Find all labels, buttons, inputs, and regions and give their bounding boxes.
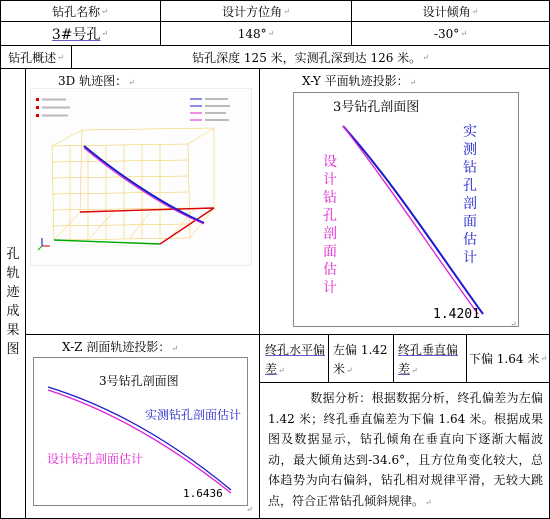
xy-value-label: 1.4201 xyxy=(433,307,480,322)
xz-value-label: 1.6436 xyxy=(183,487,223,500)
xz-chart-title: 3号钻孔剖面图 xyxy=(99,374,179,388)
vertical-deviation-label: 终孔垂直偏差↵ xyxy=(398,343,459,376)
drill-name-value: 3#号孔 ↵ xyxy=(51,26,109,43)
overview-label: 钻孔概述 ↵ xyxy=(8,50,64,65)
azimuth-value: 148° ↵ xyxy=(237,26,275,41)
horizontal-deviation-value: 左偏 1.42 米↵ xyxy=(333,343,388,376)
xz-design-label: 设计钻孔剖面估计 xyxy=(47,452,144,466)
report-page: 钻孔名称 ↵ 设计方位角 ↵ 设计倾角 ↵ 3#号孔 ↵ 148° ↵ -30° ↵ 钻孔概述 ↵ 钻孔深度 125 米，实测孔深到达 126 米。 ↵ 孔轨迹成果图 3D 轨迹图：↵ X-Y 平面轨迹投影：↵ 3号钻孔剖面图 实测钻孔剖面估计 设计钻孔剖面估计 1.4201 ↵ X-Z 剖面轨迹投影：↵ 3号钻孔剖面图 实测钻孔剖面估计 设计钻孔剖面估计 1.6436 ↵ 终孔水平偏差↵ 左偏 1.42 米↵ 终孔垂直偏差↵ 下偏 1.64 米 ↵ 数据分析：根据数据分析，终孔偏差为左偏 1.42 米；终孔垂直偏差为下偏 1.64 米。根据成果图及数据显示，钻孔倾角在垂直向下逐渐大幅波动，最大倾角达到-34.6°，且方位角变化较大，总体趋势为向右偏斜，钻孔相对规律平滑，无较大跳点，符合正常钻孔倾斜规律。↵ xyxy=(0,0,550,519)
horizontal-deviation-label: 终孔水平偏差↵ xyxy=(265,343,326,376)
analysis-text: 数据分析：根据数据分析，终孔偏差为左偏 1.42 米；终孔垂直偏差为下偏 1.64 米。根据成果图及数据显示，钻孔倾角在垂直向下逐渐大幅波动，最大倾角达到-34.6°，且方位角变化较大，总体趋势为向右偏斜，钻孔相对规律平滑，无较大跳点，符合正常钻孔倾斜规律。↵ xyxy=(268,391,543,508)
xz-measured-path xyxy=(48,387,231,490)
xz-title: X-Z 剖面轨迹投影：↵ xyxy=(62,340,179,354)
xy-chart-title: 3号钻孔剖面图 xyxy=(333,100,420,115)
xz-trajectory xyxy=(33,357,248,506)
dip-value: -30° ↵ xyxy=(433,26,468,41)
xy-trajectory xyxy=(293,92,519,327)
xy-measured-label: 实测钻孔剖面估计 xyxy=(463,124,477,266)
three-d-chart xyxy=(30,88,252,266)
header-drill-name: 钻孔名称 ↵ xyxy=(52,4,108,19)
vertical-deviation-value: 下偏 1.64 米 ↵ xyxy=(468,352,548,366)
three-d-title: 3D 轨迹图：↵ xyxy=(58,74,135,88)
xy-design-path xyxy=(343,126,478,314)
side-label: 孔轨迹成果图 xyxy=(6,247,20,357)
xz-design-path xyxy=(48,390,231,493)
header-design-dip: 设计倾角 ↵ xyxy=(422,4,479,19)
xz-measured-label: 实测钻孔剖面估计 xyxy=(145,408,242,422)
xy-title: X-Y 平面轨迹投影：↵ xyxy=(302,74,417,88)
xy-design-label: 设计钻孔剖面估计 xyxy=(323,154,337,296)
overview-text: 钻孔深度 125 米，实测孔深到达 126 米。 ↵ xyxy=(192,50,429,65)
header-design-azimuth: 设计方位角 ↵ xyxy=(222,4,290,19)
